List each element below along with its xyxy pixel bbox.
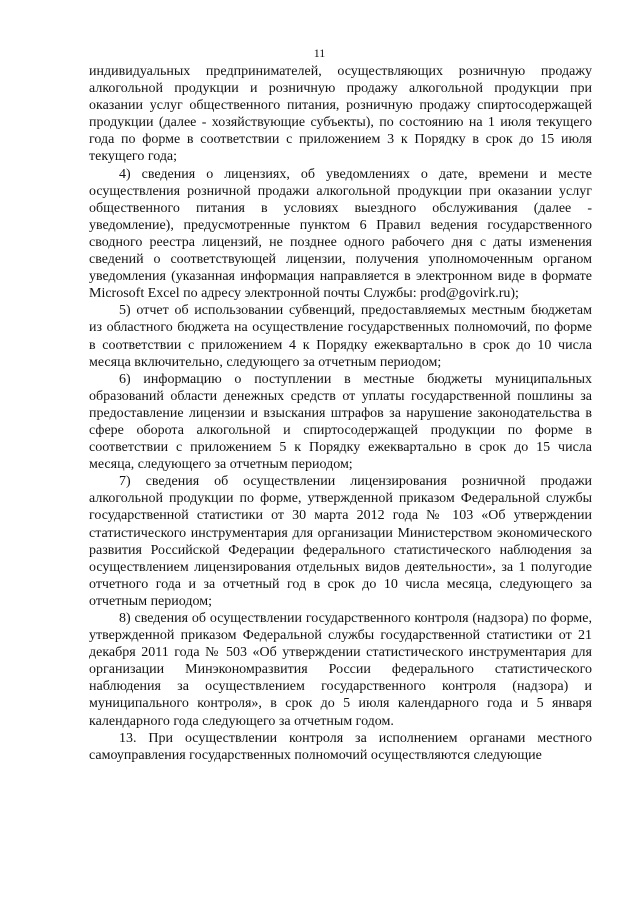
paragraph-item-6: 6) информацию о поступлении в местные бюджеты муниципальных образований области денежных средств от уплаты государственной пошлины за предоставление лицензии и взыскания штрафов за нарушение законодательства в сфере оборота алкогольной и спиртосодержащей продукции по форме в соответствии с приложением 5 к Порядку ежеквартально в срок до 15 числа месяца, следующего за отчетным периодом; xyxy=(89,371,592,473)
paragraph-item-8: 8) сведения об осуществлении государственного контроля (надзора) по форме, утвержденной приказом Федеральной службы государственной статистики от 21 декабря 2011 года № 503 «Об утверждении статистического инструментария для организации Минэкономразвития России федерального статистического наблюдения за осуществлением государственного контроля (надзора) и муниципального контроля», в срок до 5 июля календарного года и 5 января календарного года следующего за отчетным годом. xyxy=(89,611,592,729)
page-number: 11 xyxy=(313,46,326,60)
paragraph-section-13: 13. При осуществлении контроля за исполнением органами местного самоуправления государственных полномочий осуществляются следующие xyxy=(89,730,592,763)
paragraph-item-5: 5) отчет об использовании субвенций, предоставляемых местным бюджетам из областного бюджета на осуществление государственных полномочий, по форме в соответствии с приложением 4 к Порядку ежеквартально в срок до 10 числа месяца включительно, следующего за отчетным периодом; xyxy=(89,303,592,370)
paragraph-item-7: 7) сведения об осуществлении лицензирования розничной продажи алкогольной продукции по форме, утвержденной приказом Федеральной службы государственной статистики от 30 марта 2012 года № 103 «Об утверждении статистического инструментария для организации Министерством экономического развития Российской Федерации федерального статистического наблюдения за осуществлением лицензирования отдельных видов деятельности», за 1 полугодие отчетного года и за отчетный год в срок до 10 числа месяца, следующего за отчетным периодом; xyxy=(89,474,592,609)
document-body xyxy=(89,63,592,764)
paragraph-continuation: индивидуальных предпринимателей, осуществляющих розничную продажу алкогольной продукции и розничную продажу алкогольной продукции при оказании услуг общественного питания, розничную продажу спиртосодержащей продукции (далее - хозяйствующие субъекты), по состоянию на 1 июля текущего года по форме в соответствии с приложением 3 к Порядку в срок до 15 июля текущего года; xyxy=(89,64,592,165)
paragraph-item-4: 4) сведения о лицензиях, об уведомлениях о дате, времени и месте осуществления розничной продажи алкогольной продукции при оказании услуг общественного питания в условиях выездного обслуживания (далее - уведомление), предусмотренные пунктом 6 Правил ведения государственного сводного реестра лицензий, не позднее одного рабочего дня с даты изменения сведений о соответствующей лицензии, получения уполномоченным органом уведомления (указанная информация направляется в электронном виде в формате Microsoft Excel по адресу электронной почты Службы: prod@govirk.ru); xyxy=(89,166,592,302)
